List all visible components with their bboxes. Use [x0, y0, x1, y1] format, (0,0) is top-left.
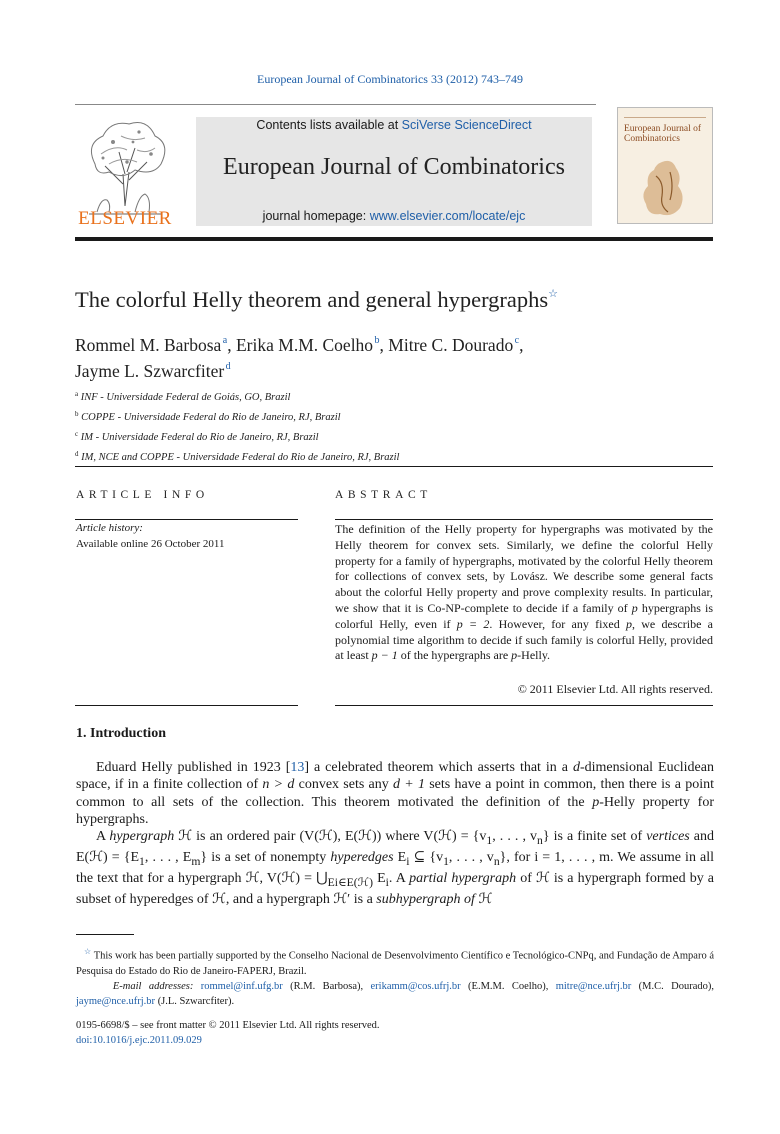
author-name[interactable]: Mitre C. Dourado [388, 335, 514, 355]
email-owner: (R.M. Barbosa), [282, 980, 371, 992]
author-affiliation-mark[interactable]: d [225, 361, 231, 372]
text-run: and E(ℋ) = {E [76, 829, 715, 866]
homepage-prefix: journal homepage: [262, 209, 370, 223]
contents-prefix: Contents lists available at [256, 118, 402, 132]
sciverse-link[interactable]: SciVerse ScienceDirect [401, 118, 532, 132]
abstract-segment: hypergraphs is colorful Helly, even if [335, 600, 714, 631]
affiliation-mark: d [75, 450, 79, 458]
email-owner: (J.L. Szwarcfiter). [155, 995, 235, 1007]
email-link[interactable]: erikamm@cos.ufrj.br [370, 980, 461, 992]
math-run: n > d [262, 777, 295, 793]
abstract-segment: , we describe a polynomial time algorithm to decide if such family is colorful Helly, provided at least [335, 616, 713, 663]
text-run: -dimensional Euclidean space, if in a finite collection of [76, 760, 714, 793]
text-run: ℋ is an ordered pair (V(ℋ), E(ℋ)) where V(ℋ) = {v [174, 829, 487, 845]
funding-footnote [76, 944, 714, 979]
email-link[interactable]: mitre@nce.ufrj.br [555, 980, 632, 992]
math-run: d [572, 760, 580, 775]
author-name[interactable]: Rommel M. Barbosa [75, 335, 222, 355]
header-thick-rule [75, 237, 713, 241]
subscript: n [537, 833, 543, 847]
footnotes [76, 944, 714, 1009]
text-run: E [373, 871, 386, 887]
affiliation-text: IM, NCE and COPPE - Universidade Federal do Rio de Janeiro, RJ, Brazil [81, 452, 400, 463]
contents-available-line [196, 118, 592, 132]
footnote-mark: ☆ [84, 947, 92, 956]
affiliation-item [75, 426, 715, 446]
paper-title-text: The colorful Helly theorem and general hypergraphs [75, 287, 549, 312]
text-run: of ℋ is a hypergraph formed by a subset of hyperedges of ℋ, and a hypergraph ℋ′ is a [76, 871, 714, 908]
abstract-segment: -Helly. [517, 648, 551, 663]
affiliation-mark: b [75, 410, 79, 418]
author-name[interactable]: Erika M.M. Coelho [235, 335, 374, 355]
subscript: 1 [139, 855, 145, 869]
footnote-rule [76, 934, 134, 935]
cover-title: European Journal of Combinatorics [624, 124, 702, 144]
subscript: n [493, 855, 500, 869]
affiliation-text: INF - Universidade Federal de Goiás, GO, Brazil [80, 392, 291, 403]
text-run: } is a finite set of [542, 829, 647, 845]
affiliation-mark: c [75, 430, 79, 438]
author-affiliation-mark[interactable]: c [514, 335, 520, 346]
abstract-segment: of the hypergraphs are [397, 648, 512, 663]
article-history-value: Available online 26 October 2011 [76, 538, 225, 550]
paper-title [75, 287, 715, 313]
term-run: subhypergraph of [376, 892, 475, 908]
abstract-math: p − 1 [371, 648, 398, 663]
introduction-body [76, 759, 714, 909]
text-run: E [393, 850, 407, 866]
article-history-label: Article history: [76, 522, 143, 534]
article-info-bottom-rule [75, 705, 298, 706]
affiliation-item [75, 446, 715, 466]
term-run: vertices [646, 829, 690, 845]
reference-link[interactable]: 13 [290, 760, 305, 775]
text-run: sets have a point in common, then there is a point common to all sets of the collection. This theorem motivated the definition of the [76, 777, 714, 810]
doi-link[interactable]: doi:10.1016/j.ejc.2011.09.029 [76, 1035, 202, 1046]
author-name[interactable]: Jayme L. Szwarcfiter [75, 361, 225, 381]
affiliation-divider [75, 466, 713, 467]
author-separator: , [519, 335, 524, 355]
text-run: Eduard Helly published in 1923 [ [96, 760, 291, 775]
text-run: }, for i = 1, . . . , m. We assume in all the text that for a hypergraph ℋ, V(ℋ) = ⋃ [76, 850, 715, 887]
front-matter-line: 0195-6698/$ – see front matter © 2011 Elsevier Ltd. All rights reserved. [76, 1020, 380, 1031]
abstract-math: p [625, 616, 632, 631]
subscript: i [385, 876, 389, 890]
subscript: 1 [443, 855, 449, 869]
cover-top-band [624, 112, 706, 118]
text-run: } is a set of nonempty [200, 850, 331, 866]
header-divider [75, 104, 596, 105]
journal-title: European Journal of Combinatorics [223, 154, 565, 180]
paragraph [76, 759, 714, 828]
text-run: ⊆ {v [409, 850, 444, 866]
text-run: -Helly property for hypergraphs. [76, 794, 714, 827]
paragraph [76, 828, 714, 909]
affiliation-text: COPPE - Universidade Federal do Rio de Janeiro, RJ, Brazil [81, 412, 341, 423]
abstract-bottom-rule [335, 705, 713, 706]
cover-illustration [632, 156, 698, 220]
funding-text: This work has been partially supported by the Conselho Nacional de Desenvolvimento Científico e Tecnológico-CNPq, and Fundação de Amparo á Pesquisa do Estado do Rio de Janeiro-FAPERJ, Brazil. [76, 950, 715, 977]
text-run: , . . . , v [448, 850, 494, 866]
abstract-heading: ABSTRACT [335, 489, 432, 501]
abstract-text [335, 522, 713, 664]
email-owner: (M.C. Dourado), [631, 980, 714, 992]
term-run: partial hypergraph [409, 871, 517, 887]
abstract-math: p [511, 648, 518, 663]
text-run: ℋ [474, 892, 493, 908]
math-run: d + 1 [393, 777, 425, 793]
email-link[interactable]: jayme@nce.ufrj.br [76, 995, 156, 1007]
homepage-link[interactable]: www.elsevier.com/locate/ejc [369, 209, 526, 223]
front-matter-block [76, 1018, 380, 1048]
author-affiliation-mark[interactable]: a [222, 335, 228, 346]
text-run: , . . . , v [492, 829, 538, 845]
abstract-segment: . However, for any fixed [489, 616, 626, 631]
subscript: 1 [486, 833, 493, 847]
text-run: A [96, 829, 110, 845]
affiliation-text: IM - Universidade Federal do Rio de Janeiro, RJ, Brazil [80, 432, 319, 443]
text-run: , . . . , E [144, 850, 192, 866]
elsevier-wordmark: ELSEVIER [78, 208, 172, 229]
abstract-copyright: © 2011 Elsevier Ltd. All rights reserved. [517, 682, 713, 696]
email-label: E-mail addresses: [112, 980, 194, 992]
term-run: hypergraph [109, 829, 175, 845]
affiliation-mark: a [75, 390, 79, 398]
text-run: ] a celebrated theorem which asserts that in a [304, 760, 573, 775]
subscript: i [406, 855, 410, 869]
article-info-heading: ARTICLE INFO [76, 489, 209, 501]
text-run: . A [388, 871, 410, 887]
section-heading-introduction: 1. Introduction [76, 726, 166, 741]
term-run: hyperedges [330, 850, 394, 866]
abstract-rule [335, 519, 713, 520]
subscript: Ei∈E(ℋ) [327, 876, 373, 890]
title-footnote-mark[interactable]: ☆ [548, 288, 559, 300]
abstract-math: p [631, 600, 638, 615]
author-separator: , [227, 335, 236, 355]
abstract-segment: The definition of the Helly property for hypergraphs was motivated by the Helly theorem for convex sets. Similarly, we define the colorful Helly property for a family of hypergraphs, motivated by the colorful Helly theorem for collections of convex sets, by Lovász. We describe some general facts about the colorful Helly property and prove complexity results. In particular, we show that it is Co-NP-complete to decide if a family of [335, 522, 713, 615]
email-owner: (E.M.M. Coelho), [460, 980, 556, 992]
author-affiliation-mark[interactable]: b [374, 335, 380, 346]
affiliation-item [75, 386, 715, 406]
journal-cover-thumbnail [617, 107, 713, 224]
affiliation-list [75, 386, 715, 466]
author-list [75, 330, 715, 382]
author-separator: , [379, 335, 389, 355]
journal-citation[interactable]: European Journal of Combinatorics 33 (2012) 743–749 [257, 72, 523, 86]
email-link[interactable]: rommel@inf.ufg.br [200, 980, 283, 992]
math-run: p [592, 794, 600, 810]
text-run: convex sets any [294, 777, 394, 793]
journal-homepage-line [196, 209, 592, 223]
subscript: m [191, 855, 201, 869]
email-footnote [76, 979, 714, 1009]
affiliation-item [75, 406, 715, 426]
article-info-rule [75, 519, 298, 520]
abstract-math: p = 2 [456, 616, 490, 631]
